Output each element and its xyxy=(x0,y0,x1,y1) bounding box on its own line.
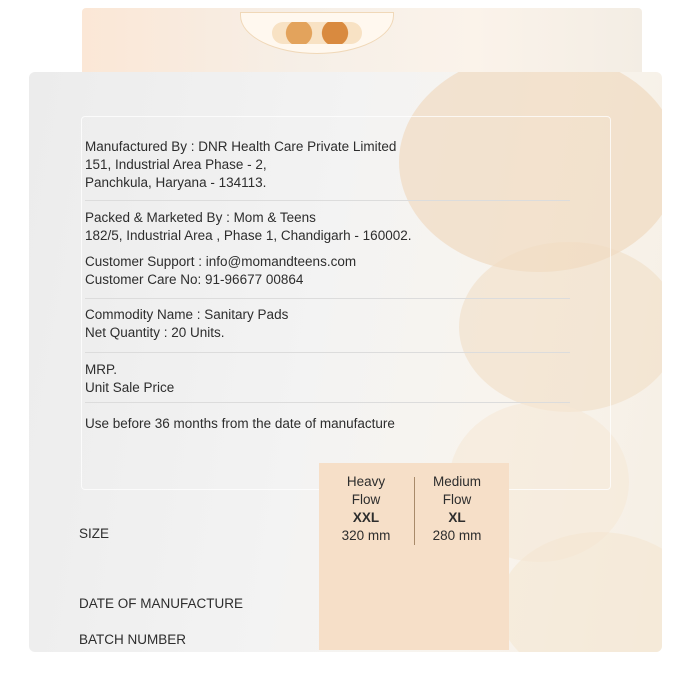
column-line1: Medium xyxy=(432,474,481,489)
batch-number-label: BATCH NUMBER xyxy=(79,632,187,647)
column-line2: Flow xyxy=(351,492,381,507)
brand-mascot-icon xyxy=(272,22,362,44)
expiry-text: Use before 36 months from the date of manufacture xyxy=(85,416,395,431)
mrp-label: MRP. xyxy=(85,362,118,377)
manufacturer-line3: Panchkula, Haryana - 134113. xyxy=(85,175,267,190)
manufacturer-line1: Manufactured By : DNR Health Care Private Limited xyxy=(85,139,397,154)
size-column-heavy xyxy=(321,473,411,545)
marketer-line1: Packed & Marketed By : Mom & Teens xyxy=(85,210,316,225)
manufacturer-line2: 151, Industrial Area Phase - 2, xyxy=(85,157,267,172)
divider xyxy=(85,200,570,201)
size-table xyxy=(319,463,509,650)
support-email: Customer Support : info@momandteens.com xyxy=(85,254,357,269)
marketer-line2: 182/5, Industrial Area , Phase 1, Chandigarh - 160002. xyxy=(85,228,412,243)
divider xyxy=(85,402,570,403)
size-code: XXL xyxy=(352,510,380,525)
column-line2: Flow xyxy=(442,492,472,507)
column-line1: Heavy xyxy=(346,474,386,489)
unit-sale-price-label: Unit Sale Price xyxy=(85,380,175,395)
support-phone: Customer Care No: 91-96677 00864 xyxy=(85,272,304,287)
size-length: 320 mm xyxy=(341,528,391,543)
divider xyxy=(85,298,570,299)
divider xyxy=(85,352,570,353)
size-label: SIZE xyxy=(79,526,110,541)
commodity-name: Commodity Name : Sanitary Pads xyxy=(85,307,289,322)
size-length: 280 mm xyxy=(432,528,482,543)
date-of-manufacture-label: DATE OF MANUFACTURE xyxy=(79,596,244,611)
net-quantity: Net Quantity : 20 Units. xyxy=(85,325,225,340)
size-code: XL xyxy=(448,510,466,525)
size-column-medium xyxy=(412,473,502,545)
